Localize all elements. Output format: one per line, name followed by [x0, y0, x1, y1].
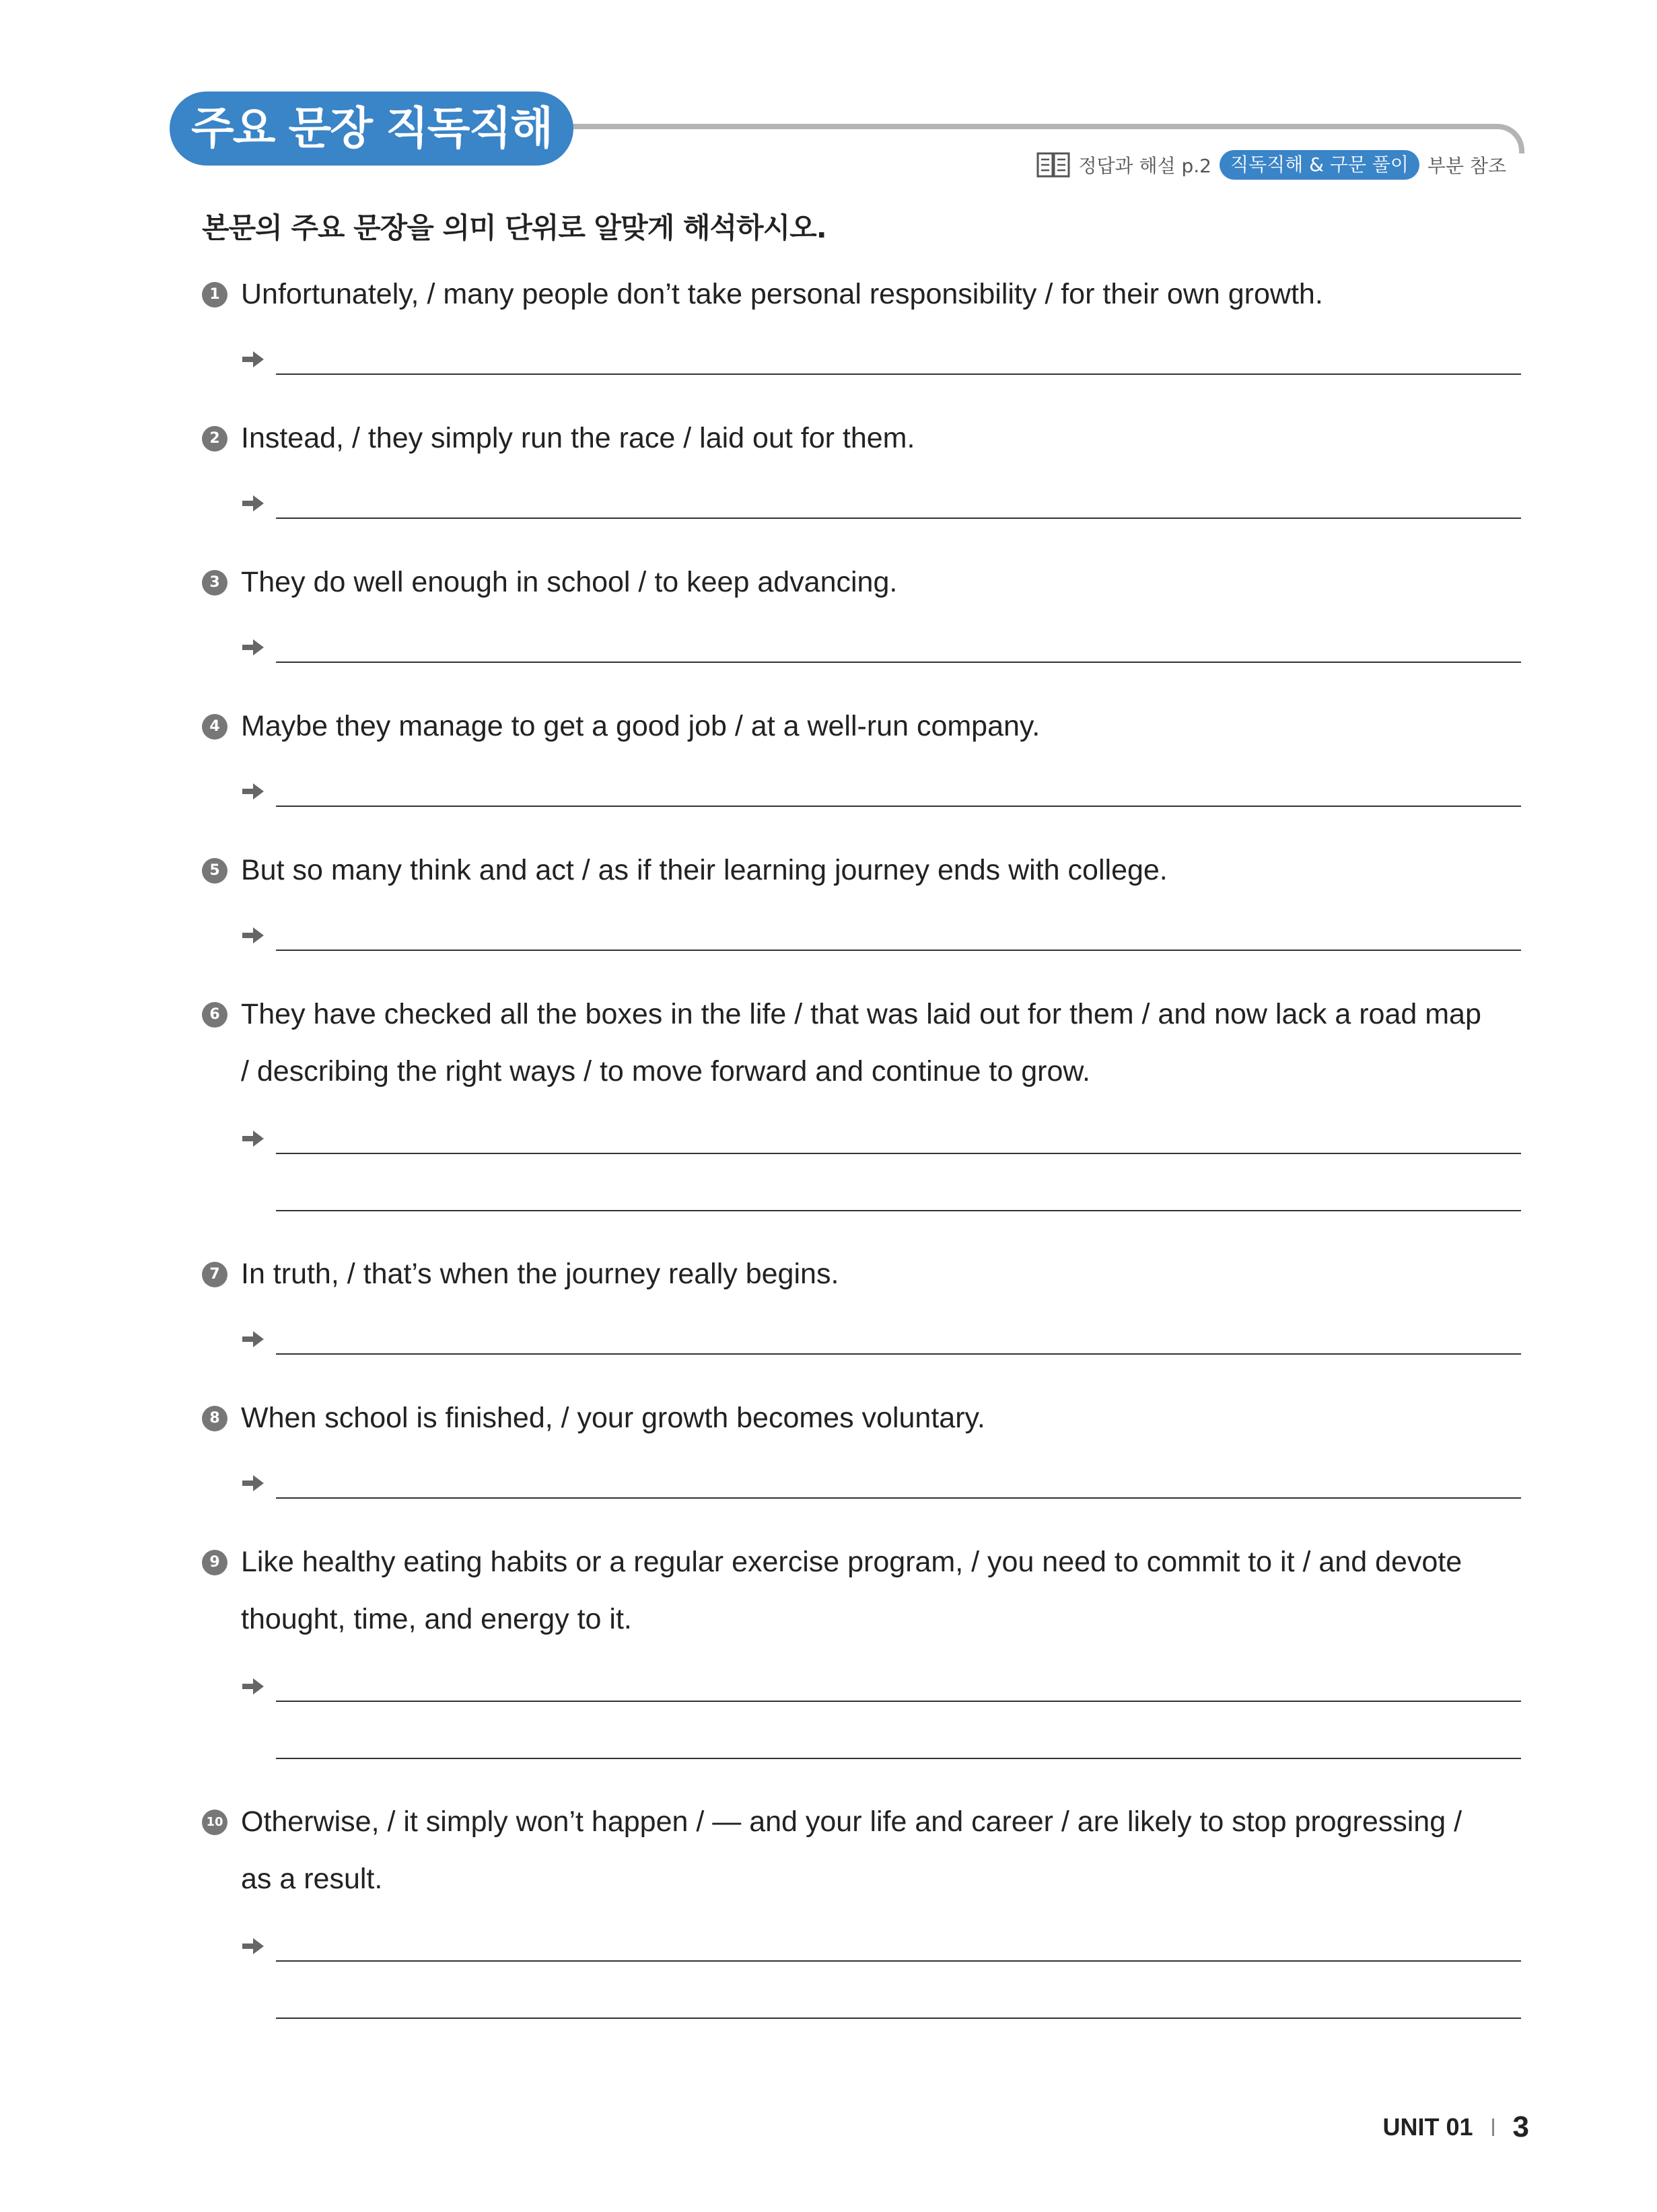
answer-line[interactable] [276, 806, 1521, 807]
answer-line[interactable] [276, 950, 1521, 951]
sentence-item [202, 1793, 1521, 2029]
arrow-right-icon [241, 925, 265, 946]
arrow-right-icon [241, 637, 265, 657]
sentence-item [202, 1246, 1521, 1367]
arrow-right-icon [241, 1329, 265, 1349]
answer-line[interactable] [276, 518, 1521, 519]
answer-line[interactable] [276, 1153, 1521, 1154]
sentence-line: thought, time, and energy to it. [241, 1603, 632, 1635]
arrow-right-icon [241, 349, 265, 369]
arrow-right-icon [241, 1936, 265, 1956]
section-title: 주요 문장 직독직해 [170, 92, 573, 166]
book-icon [1036, 151, 1070, 178]
answer-reference [1036, 149, 1506, 180]
arrow-right-icon [241, 1676, 265, 1697]
sentence-line: In truth, / that’s when the journey really begins. [241, 1258, 839, 1290]
reference-page: 정답과 해설 p.2 [1078, 155, 1211, 177]
sentence-item [202, 1534, 1521, 1769]
page-footer [1382, 2110, 1529, 2144]
unit-label: UNIT 01 [1382, 2113, 1473, 2141]
instruction: 본문의 주요 문장을 의미 단위로 알맞게 해석하시오. [202, 211, 826, 244]
arrow-right-icon [241, 493, 265, 513]
sentence-line: Instead, / they simply run the race / laid out for them. [241, 422, 915, 454]
item-number: 5 [202, 858, 227, 884]
answer-line[interactable] [276, 1497, 1521, 1499]
sentence-line: / describing the right ways / to move forward and continue to grow. [241, 1055, 1090, 1087]
item-number: 2 [202, 426, 227, 452]
page-number: 3 [1512, 2110, 1529, 2143]
item-number: 8 [202, 1406, 227, 1431]
answer-line[interactable] [276, 2018, 1521, 2019]
reference-badge: 직독직해 & 구문 풀이 [1220, 150, 1419, 180]
page-header [0, 0, 1657, 175]
answer-line[interactable] [276, 1210, 1521, 1211]
sentence-line: Like healthy eating habits or a regular exercise program, / you need to commit to it / and devote [241, 1546, 1462, 1578]
answer-line[interactable] [276, 1353, 1521, 1355]
item-number: 3 [202, 570, 227, 596]
sentence-line: But so many think and act / as if their learning journey ends with college. [241, 854, 1168, 886]
sentence-item [202, 266, 1521, 387]
answer-line[interactable] [276, 662, 1521, 663]
sentence-item [202, 842, 1521, 963]
reference-suffix: 부분 참조 [1427, 155, 1506, 177]
sentence-line: They have checked all the boxes in the life / that was laid out for them / and now lack a road map [241, 998, 1481, 1030]
arrow-right-icon [241, 1473, 265, 1493]
sentence-line: as a result. [241, 1863, 383, 1895]
sentence-item [202, 410, 1521, 531]
sentence-line: Unfortunately, / many people don’t take personal responsibility / for their own growth. [241, 278, 1323, 310]
item-number: 4 [202, 714, 227, 740]
sentence-item [202, 1390, 1521, 1511]
item-number: 10 [202, 1810, 227, 1835]
sentence-line: When school is finished, / your growth becomes voluntary. [241, 1402, 985, 1434]
answer-line[interactable] [276, 1758, 1521, 1759]
arrow-right-icon [241, 1129, 265, 1149]
sentence-line: Otherwise, / it simply won’t happen / — and your life and career / are likely to stop progressing / [241, 1806, 1462, 1838]
answer-line[interactable] [276, 373, 1521, 375]
item-number: 1 [202, 282, 227, 308]
sentence-item [202, 698, 1521, 819]
item-number: 9 [202, 1550, 227, 1575]
arrow-right-icon [241, 781, 265, 801]
answer-line[interactable] [276, 1960, 1521, 1962]
footer-divider [1492, 2118, 1494, 2136]
sentence-line: They do well enough in school / to keep advancing. [241, 566, 898, 598]
sentence-item [202, 986, 1521, 1221]
item-number: 7 [202, 1262, 227, 1287]
sentence-item [202, 554, 1521, 675]
answer-line[interactable] [276, 1701, 1521, 1702]
sentence-line: Maybe they manage to get a good job / at a well-run company. [241, 710, 1041, 742]
item-number: 6 [202, 1002, 227, 1028]
